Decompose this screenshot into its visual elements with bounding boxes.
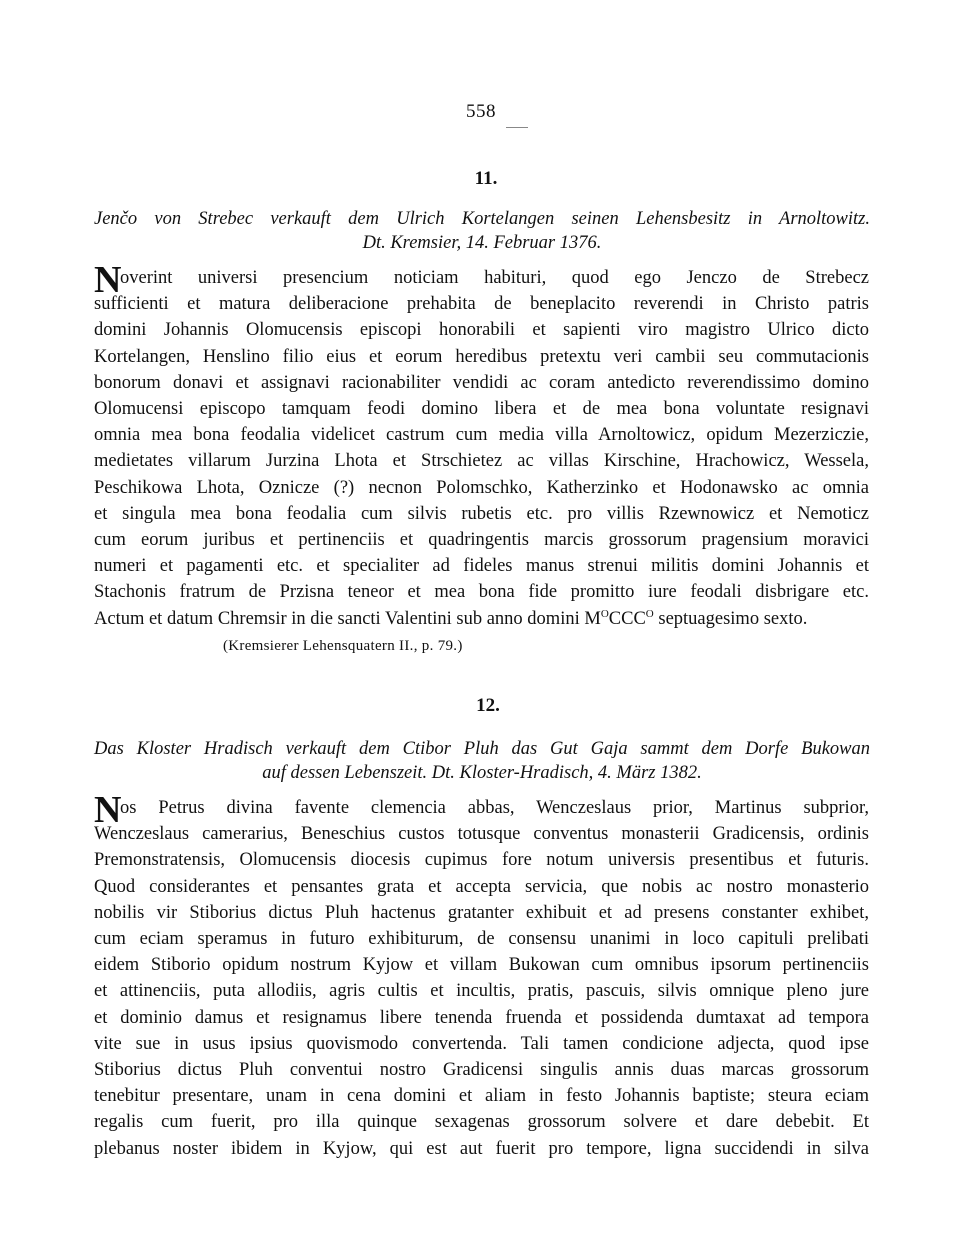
body-line: nobilis vir Stiborius dictus Pluh hactenus gratanter exhibuit et ad presens constanter exhibet, <box>94 902 869 923</box>
body-line: domini Johannis Olomucensis episcopi honorabili et sapienti viro magistro Ulrico dicto <box>94 320 869 341</box>
body-line: eidem Stiborio opidum nostrum Kyjow et villam Bukowan cum omnibus ipsorum pertinenciis <box>94 955 869 976</box>
body-line: et singula mea bona feodalia cum silvis rubetis etc. pro villis Rzewnowicz et Nemoticz <box>94 503 869 524</box>
source-citation: (Kremsierer Lehensquatern II., p. 79.) <box>223 638 463 654</box>
drop-initial: N <box>94 259 122 301</box>
body-line: vite sue in usus ipsius quovismodo convertenda. Tali tamen condicione adjecta, quod ipse <box>94 1033 869 1054</box>
body-line: bonorum donavi et assignavi racionabiliter vendidi ac coram antedicto reverendissimo domino <box>94 372 869 393</box>
body-line: Stiborius dictus Pluh conventui nostro Gradicensi singulis annis duas marcas grossorum <box>94 1060 869 1081</box>
body-line: Peschikowa Lhota, Oznicze (?) necnon Polomschko, Katherzinko et Hodonawsko ac omnia <box>94 477 869 498</box>
body-line: omnia mea bona feodalia videlicet castrum cum media villa Arnoltowicz, opidum Mezerziczie, <box>94 425 869 446</box>
body-line: Olomucensi episcopo tamquam feodi domino libera et de mea bona voluntate resignavi <box>94 399 869 420</box>
body-line: overint universi presencium noticiam habituri, quod ego Jenczo de Strebecz <box>120 268 869 288</box>
body-line: regalis cum fuerit, pro illa quinque sexagenas grossorum solvere et dare debebit. Et <box>94 1112 869 1133</box>
date-text: Actum et datum Chremsir in die sancti Valentini sub anno domini M <box>94 608 601 629</box>
body-line: Premonstratensis, Olomucensis diocesis cupimus fore notum universis presentibus et futuris. <box>94 850 869 871</box>
superscript: O <box>600 607 609 620</box>
body-line: Wenczeslaus camerarius, Beneschius custos totusque conventus monasterii Gradicensis, ordinis <box>94 824 869 845</box>
body-line: numeri et pagamenti etc. et specialiter ad fideles manus strenui militis domini Johannis et <box>94 556 869 577</box>
body-line: sufficienti et matura deliberacione prehabita de beneplacito reverendi in Christo patris <box>94 294 869 315</box>
heading-line: Das Kloster Hradisch verkauft dem Ctibor Pluh das Gut Gaja sammt dem Dorfe Bukowan <box>94 739 870 759</box>
document-body-12 <box>94 789 869 1162</box>
drop-initial: N <box>94 789 122 831</box>
body-line: plebanus noster ibidem in Kyjow, qui est aut fuerit pro tempore, ligna succidendi in silva <box>94 1138 869 1159</box>
body-line: Stachonis fratrum de Przisna teneor et mea bona fide promitto iure feodali disbrigare etc. <box>94 582 869 603</box>
body-line: cum eciam speramus in futuro exhibiturum, de consensu unanimi in loco capituli prelibati <box>94 929 869 950</box>
document-number-11: 11. <box>474 168 498 189</box>
page-number: 558 <box>466 101 496 122</box>
body-line: Kortelangen, Henslino filio eius et eorum heredibus pretextu veri cambii seu commutacionis <box>94 346 869 367</box>
page-number-rule <box>506 127 528 128</box>
heading-line: Dt. Kremsier, 14. Februar 1376. <box>362 233 602 253</box>
body-line: medietates villarum Jurzina Lhota et Strschietez ac villas Kirschine, Hrachowicz, Wessela, <box>94 451 869 472</box>
date-text: septuagesimo sexto. <box>653 608 808 629</box>
superscript: O <box>645 607 654 620</box>
heading-line: auf dessen Lebenszeit. Dt. Kloster-Hradisch, 4. März 1382. <box>262 763 702 783</box>
body-line: Quod considerantes et pensantes grata et accepta servicia, que nobis ac nostro monasterio <box>94 876 869 897</box>
body-line: os Petrus divina favente clemencia abbas, Wenczeslaus prior, Martinus subprior, <box>120 798 869 818</box>
body-line: et attinenciis, puta allodiis, agris cultis et incultis, pratis, pascuis, silvis omnique pleno jure <box>94 981 869 1002</box>
document-heading-12 <box>94 737 870 785</box>
body-line-dated <box>94 606 869 632</box>
document-body-11 <box>94 259 869 632</box>
document-heading-11 <box>94 207 870 255</box>
date-text: CCC <box>608 608 646 629</box>
body-line: tenebitur presentare, unam in cena domini et aliam in festo Johannis baptiste; steura eciam <box>94 1086 869 1107</box>
heading-line: Jenčo von Strebec verkauft dem Ulrich Kortelangen seinen Lehensbesitz in Arnoltowitz. <box>94 209 870 229</box>
document-number-12: 12. <box>476 695 500 716</box>
body-line: cum eorum juribus et pertinenciis et quadringentis marcis grossorum pragensium moravici <box>94 530 869 551</box>
body-line: et dominio damus et resignamus libere tenenda fruenda et possidenda dumtaxat ad tempora <box>94 1007 869 1028</box>
